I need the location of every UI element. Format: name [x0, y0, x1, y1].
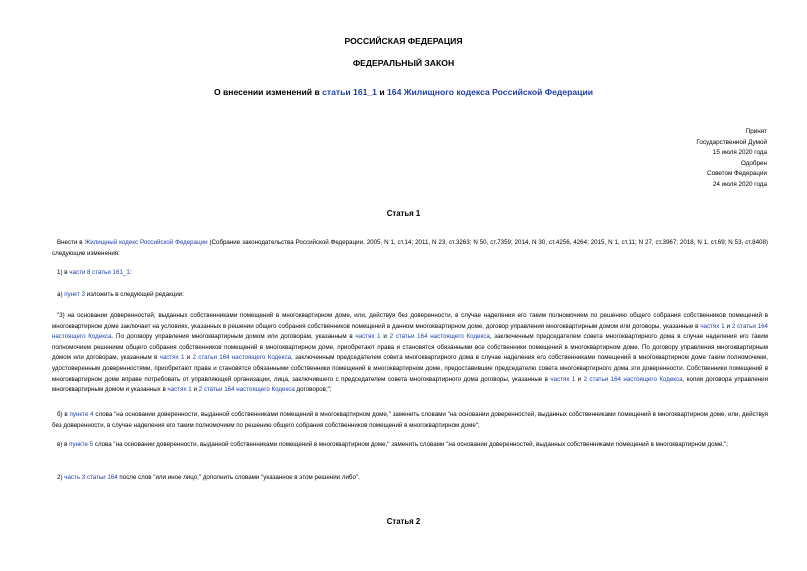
federation-heading: РОССИЙСКАЯ ФЕДЕРАЦИЯ: [344, 36, 463, 46]
adoption-info: [696, 127, 767, 190]
title-text: и: [379, 87, 385, 97]
article-164-link[interactable]: 2 статьи 164 настоящего Кодекса: [192, 354, 292, 362]
point-5-link[interactable]: пункте 5: [69, 441, 94, 448]
quoted-point-3: [52, 311, 768, 396]
article-164-link[interactable]: 2 статьи 164 настоящего Кодекса: [583, 375, 683, 383]
text: а): [57, 291, 63, 298]
text: . По договору управления многоквартирным домом или договорам, указанным в: [111, 333, 353, 341]
law-type-heading: ФЕДЕРАЛЬНЫЙ ЗАКОН: [352, 58, 455, 68]
part-3-article-164-link[interactable]: часть 3 статьи 164: [64, 474, 118, 481]
adoption-line: Советом Федерации: [707, 170, 767, 177]
parts-1-link[interactable]: частях 1: [167, 386, 192, 394]
parts-1-link[interactable]: частях 1: [355, 333, 381, 341]
text: и: [726, 322, 730, 330]
part-8-article-161-link[interactable]: части 8 статьи 161_1: [69, 269, 130, 276]
text: , копии договора управления многоквартирным домом и указанных в: [52, 375, 768, 394]
adoption-line: Одобрен: [740, 159, 767, 167]
item-b: [52, 410, 768, 431]
title-link-161[interactable]: статьи 161_1: [322, 87, 377, 97]
text: договоров;";: [296, 386, 332, 394]
article-164-link[interactable]: 2 статьи 164 настоящего Кодекса: [52, 322, 768, 341]
text: и: [577, 375, 582, 383]
parts-1-link[interactable]: частях 1: [159, 354, 185, 362]
parts-1-link[interactable]: частях 1: [550, 375, 576, 383]
article-1-intro: [52, 238, 768, 259]
adoption-line: 24 июля 2020 года: [712, 180, 767, 188]
text: изложить в следующей редакции:: [86, 291, 184, 298]
text: слова "на основании доверенности, выданной собственниками помещений в многоквартирном доме," заменить словами "на основании доверенностей, выданных собственниками помещений в многоквартирном доме, или, действуя без доверенности, в случае наделения его таким полномочием по решению общего собрания собственников помещений в многоквартирном доме";: [52, 411, 768, 429]
article-164-link[interactable]: 2 статьи 164 настоящего Кодекса: [198, 386, 295, 394]
text: :: [129, 269, 132, 276]
article-164-link[interactable]: 2 статьи 164 настоящего Кодекса: [389, 333, 490, 341]
law-title: [0, 87, 807, 97]
text: в) в: [57, 441, 68, 448]
title-text: О внесении изменений в: [213, 87, 320, 97]
parts-1-link[interactable]: частях 1: [700, 322, 725, 330]
adoption-line: Государственной Думой: [696, 138, 767, 146]
text: Внести в: [57, 239, 83, 246]
article-1-heading: Статья 1: [386, 209, 421, 218]
text: и: [193, 386, 197, 394]
item-1: [52, 268, 768, 279]
text: "3) на основании доверенностей, выданных собственниками помещений в многоквартирном доме, или, действуя без доверенности, в случае наделения его таким полномочием по решению общего собрания собственников помещений в многоквартирном доме заключает на условиях, указанных в решении общего собрания собственников помещений в данном многоквартирном доме, договор управления многоквартирным домом или договоры, указанные в: [52, 312, 768, 330]
text: 2): [57, 474, 63, 481]
text: (Собрание законодательства Российской Федерации, 2005, N 1, ст.14; 2011, N 23, ст.3263; N 50, ст.7359; 2014, N 30, ст.4256, 4264; 2015, N 1, ст.11; N 27, ст.3967; 2018, N 1, ст.69; N 53, ст.8408) следующие изменения:: [52, 239, 768, 257]
text: 1) в: [57, 269, 68, 276]
adoption-line: Принят: [745, 128, 767, 135]
housing-code-link[interactable]: Жилищный кодекс Российской Федерации: [84, 239, 208, 246]
item-2: [52, 473, 768, 484]
text: после слов "или иное лицо," дополнить словами "указанное в этом решении либо".: [119, 474, 360, 481]
text: и: [383, 333, 387, 341]
point-3-link[interactable]: пункт 3: [64, 291, 85, 298]
text: б) в: [57, 411, 68, 418]
article-2-heading: Статья 2: [386, 517, 421, 526]
text: и: [186, 354, 191, 362]
text: , заключенным председателем совета многоквартирного дома в случае наделения его таким полномочием решением общего собрания собственников помещений в многоквартирном доме, приобретают права и становятся обязанными все собственники помещений в многоквартирном доме. По договору управления многоквартирным домом или договорам, указанным в: [52, 333, 768, 362]
adoption-line: 15 июля 2020 года: [712, 149, 767, 156]
point-4-link[interactable]: пункте 4: [69, 411, 94, 418]
text: слова "на основании доверенности, выданной собственниками помещений в многоквартирном доме," заменить словами "на основании доверенностей, выданных собственниками помещений в многоквартирном доме,";: [94, 441, 728, 448]
item-a: [52, 290, 768, 301]
item-v: [52, 440, 768, 451]
text: , заключенным председателем совета многоквартирного дома в случае наделения его собственниками помещений в многоквартирном доме таким полномочием, удостоверенным доверенностями, приобретают права и становятся обязанными собственники помещений в многоквартирном доме, предоставившие председателю совета многоквартирного дома эти доверенности. Собственники помещений в многоквартирном доме вправе потребовать от управляющей организации, лица, заключившего с председателем совета многоквартирного дома договоры, указанные в: [52, 354, 768, 383]
title-link-164[interactable]: 164 Жилищного кодекса Российской Федерации: [387, 87, 594, 97]
